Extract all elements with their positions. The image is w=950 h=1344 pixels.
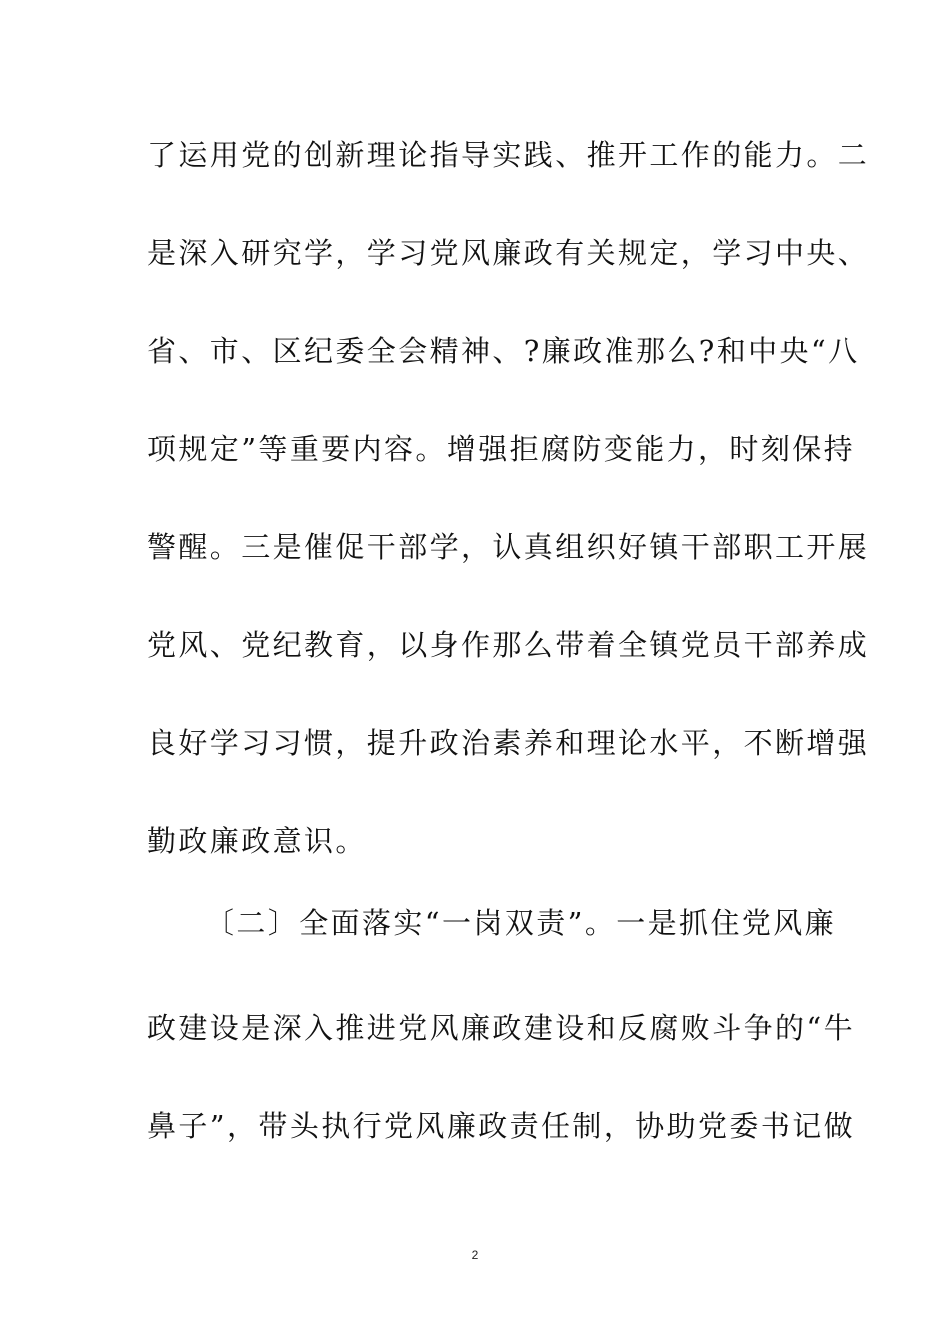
body-text-line: 鼻子”，带头执行党风廉政责任制，协助党委书记做 (147, 1109, 856, 1143)
body-text-line: 良好学习习惯，提升政治素养和理论水平，不断增强 (147, 726, 870, 760)
body-text-line: 省、市、区纪委全会精神、?廉政准那么?和中央“八 (147, 334, 860, 368)
body-text-line: 是深入研究学，学习党风廉政有关规定，学习中央、 (147, 236, 870, 270)
body-text-line: 勤政廉政意识。 (147, 824, 367, 858)
body-text-line: 党风、党纪教育，以身作那么带着全镇党员干部养成 (147, 628, 870, 662)
body-text-line: 政建设是深入推进党风廉政建设和反腐败斗争的“牛 (147, 1011, 856, 1045)
page-number: 2 (471, 1248, 479, 1262)
paragraph-heading-line: 〔二〕全面落实“一岗双责”。一是抓住党风廉 (205, 906, 837, 940)
body-text-line: 项规定”等重要内容。增强拒腐防变能力，时刻保持 (147, 432, 856, 466)
body-text-line: 了运用党的创新理论指导实践、推开工作的能力。二 (147, 138, 870, 172)
body-text-line: 警醒。三是催促干部学，认真组织好镇干部职工开展 (147, 530, 870, 564)
